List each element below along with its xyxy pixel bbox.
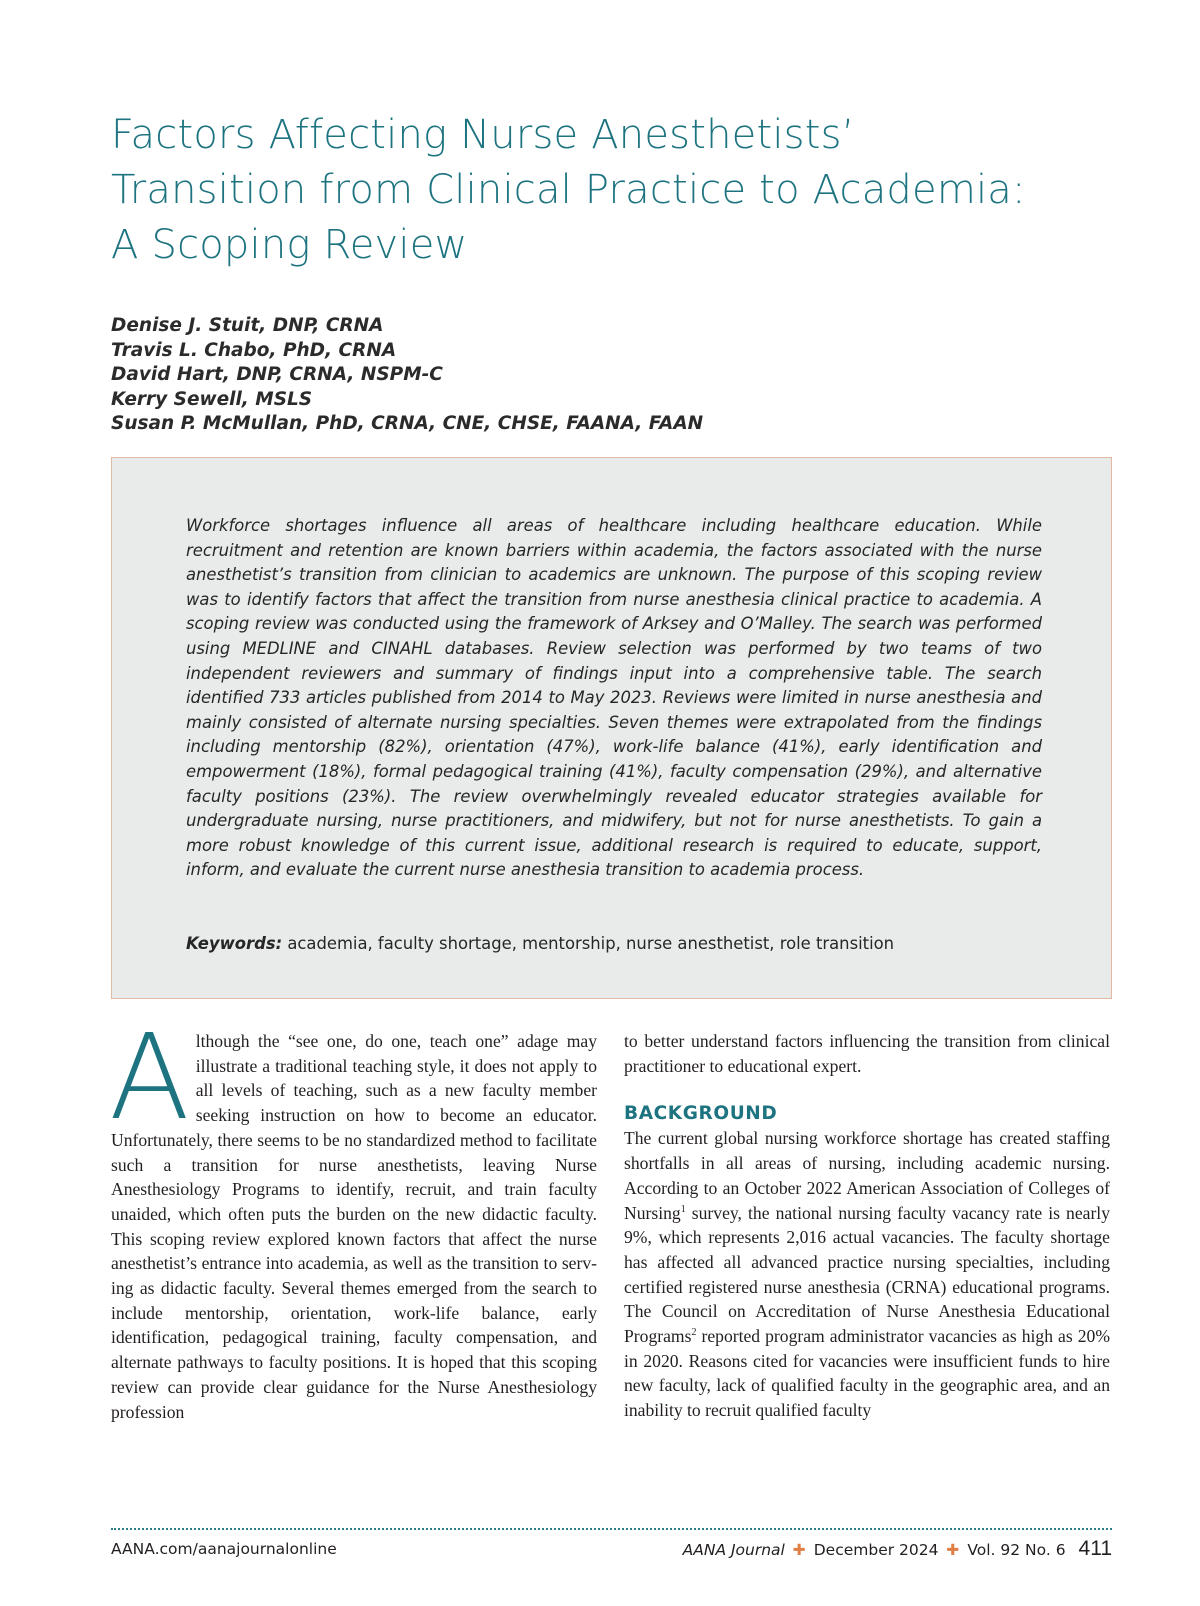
author: Susan P. McMullan, PhD, CRNA, CNE, CHSE, FAANA, FAAN [111, 413, 704, 435]
footer-url[interactable]: AANA.com/aanajournalonline [111, 1540, 337, 1558]
plus-icon: ✚ [946, 1541, 960, 1559]
author: Kerry Sewell, MSLS [111, 388, 313, 410]
abstract-box [111, 457, 1112, 999]
drop-cap: A [109, 1008, 190, 1146]
background-text-1: The current global nursing workforce shortage has created staffing shortfalls in all areas of nursing, including academic nursing. According to an October 2022 American Association of Colleges of Nursing [624, 1128, 1110, 1223]
title-line-2: Transition from Clinical Practice to Academia: [111, 167, 1026, 213]
background-paragraph [624, 1126, 1110, 1422]
title-line-1: Factors Affecting Nurse Anesthetists’ [111, 112, 855, 158]
author-list [111, 314, 1011, 437]
volume-issue: Vol. 92 No. 6 [967, 1541, 1066, 1559]
author: Denise J. Stuit, DNP, CRNA [111, 315, 384, 336]
plus-icon: ✚ [792, 1541, 806, 1559]
reference-link-1[interactable]: 1 [680, 1203, 686, 1215]
keywords-label: Keywords: [186, 934, 283, 953]
issue-date: December 2024 [813, 1541, 939, 1559]
background-text-2: survey, the national nursing faculty vacancy rate is nearly 9%, which represents 2,016 actual vacancies. The faculty shortage has affected all advanced practice nursing specialties, including certified registered nurse anesthesia (CRNA) educational programs. The Council on Accreditation of Nurse Anesthesia Educational Programs [624, 1202, 1110, 1347]
body-column-left [109, 1008, 597, 1424]
author: Travis L. Chabo, PhD, CRNA [111, 339, 397, 361]
article-title [111, 108, 1111, 273]
title-line-3: A Scoping Review [111, 222, 468, 268]
section-heading-background: BACKGROUND [624, 1103, 778, 1125]
keywords-list: academia, faculty shortage, mentorship, nurse anesthetist, role transition [287, 934, 895, 953]
page-number: 411 [1078, 1537, 1112, 1560]
author: David Hart, DNP, CRNA, NSPM-C [111, 364, 443, 386]
intro-paragraph: lthough the “see one, do one, teach one” adage may illustrate a traditional teaching style, it does not apply to all levels of teaching, such as a new faculty member seeking instruction on how to become an educator. Unfortunately, there seems to be no standardized method to facilitate such a transition for nurse anesthetists, leaving Nurse Anesthesiology Programs to identify, recruit, and train faculty unaided, which often puts the burden on the new didactic faculty. This scoping review explored known factors that affect the nurse anesthetist’s entrance into academia, as well as the transition to serving as didactic faculty. Several themes emerged from the search to include mentorship, orientation, work-life balance, early identification, pedagogical training, faculty compensation, and alternate pathways to faculty positions. It is hoped that this scoping review can provide clear guidance for the Nurse Anesthesiology profession [111, 1031, 597, 1422]
footer-divider [111, 1528, 1112, 1530]
journal-name: AANA Journal [682, 1541, 785, 1559]
background-text-3: reported program administrator vacancies as high as 20% in 2020. Reasons cited for vacancies were insufficient funds to hire new faculty, lack of qualified faculty in the geographic area, and an inability to recruit qualified faculty [624, 1326, 1110, 1421]
abstract-text: Workforce shortages influence all areas of healthcare including healthcare education. While recruitment and retention are known barriers within academia, the factors associated with the nurse anesthetist’s transition from clinician to academics are unknown. The purpose of this scoping review was to identify factors that affect the transition from nurse anesthesia clinical practice to academia. A scoping review was conducted using the framework of Arksey and O’Malley. The search was performed using MEDLINE and CINAHL databases. Review selection was performed by two teams of two independent reviewers and summary of findings input into a comprehensive table. The search identified 733 articles published from 2014 to May 2023. Reviews were limited in nurse anesthesia and mainly consisted of alternate nursing specialties. Seven themes were extrapolated from the findings including mentorship (82%), orientation (47%), work-life balance (41%), early identification and empowerment (18%), formal pedagogical training (41%), faculty compensation (29%), and alternative faculty positions (23%). The review overwhelmingly revealed educator strategies available for undergraduate nursing, nurse practitioners, and midwifery, but not for nurse anesthetists. To gain a more robust knowledge of this current issue, additional research is required to educate, support, inform, and evaluate the current nurse anesthesia transition to academia process. [186, 516, 1042, 880]
intro-continuation: to better understand factors influencing the transition from clinical practitioner to educational expert. [624, 1031, 1110, 1076]
body-column-right [624, 1029, 1110, 1423]
reference-link-2[interactable]: 2 [691, 1327, 697, 1339]
keywords [186, 932, 1042, 956]
footer-citation [683, 1537, 1112, 1561]
